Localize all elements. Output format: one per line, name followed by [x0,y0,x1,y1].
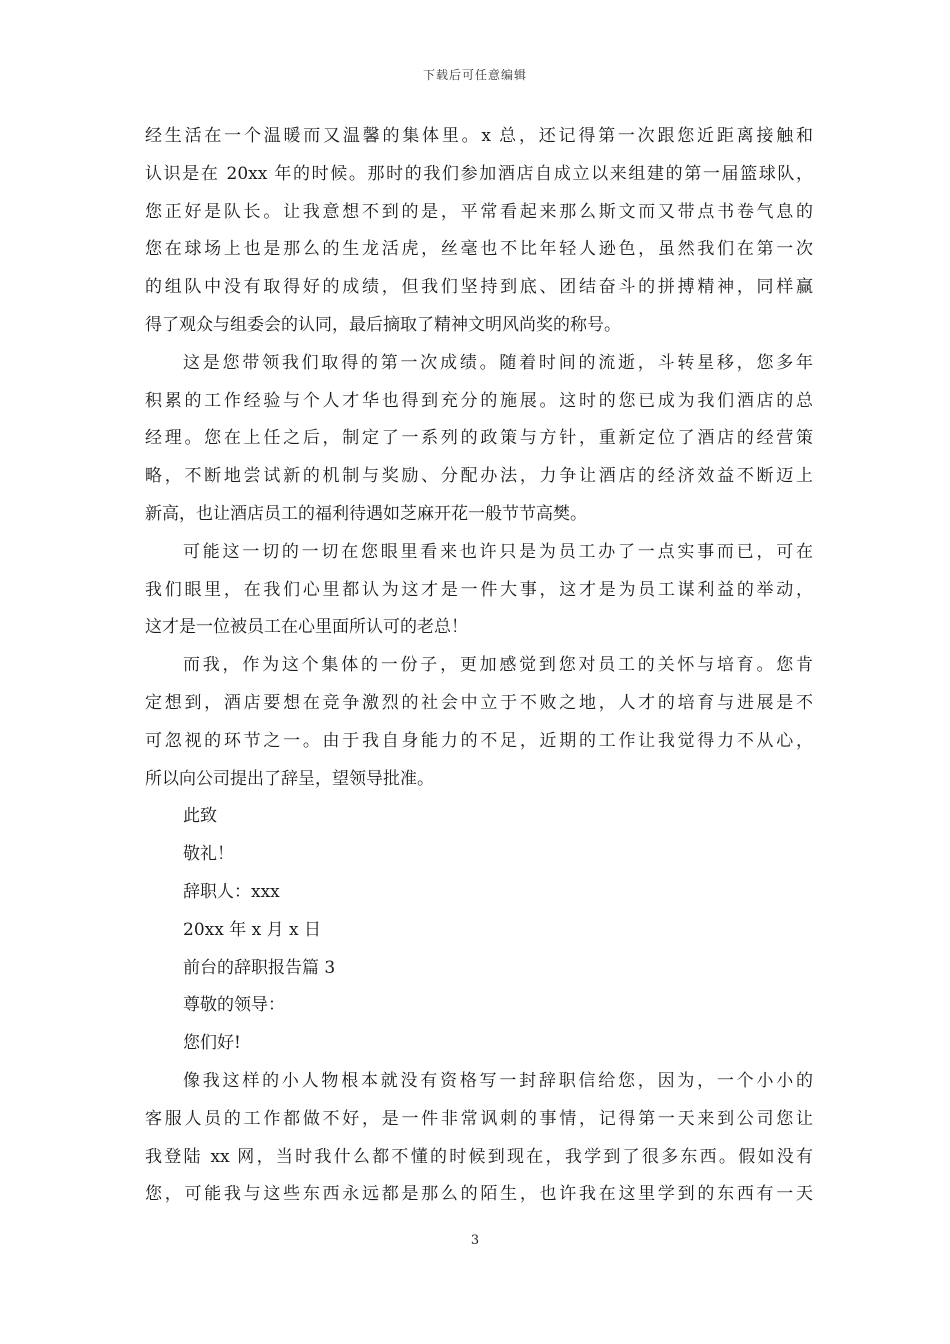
body-line: 我们眼里，在我们心里都认为这才是一件大事，这才是为员工谋利益的举动， [145,579,813,600]
page-header: 下载后可任意编辑 [422,68,527,82]
body-line: 认识是在 20xx 年的时候。那时的我们参加酒店自成立以来组建的第一届篮球队， [145,163,813,184]
greeting-line: 您们好! [183,1033,241,1054]
signature-line: 辞职人：xxx [183,881,280,902]
body-line: 定想到，酒店要想在竞争激烈的社会中立于不败之地，人才的培育与进展是不 [145,692,813,713]
body-line: 我登陆 xx 网，当时我什么都不懂的时候到现在，我学到了很多东西。假如没有 [145,1146,813,1167]
closing-line: 敬礼！ [183,844,234,865]
body-line: 您，可能我与这些东西永远都是那么的陌生，也许我在这里学到的东西有一天 [145,1184,813,1205]
body-line: 积累的工作经验与个人才华也得到充分的施展。这时的您已成为我们酒店的总 [145,390,813,411]
body-line: 客服人员的工作都做不好，是一件非常讽刺的事情，记得第一天来到公司您让 [145,1108,813,1129]
body-line: 的组队中没有取得好的成绩，但我们坚持到底、团结奋斗的拼搏精神，同样赢 [145,277,813,298]
date-line: 20xx 年 x 月 x 日 [183,919,322,940]
paragraph-first-line: 这是您带领我们取得的第一次成绩。随着时间的流逝，斗转星移，您多年 [183,352,813,373]
body-line: 所以向公司提出了辞呈，望领导批准。 [145,768,434,789]
paragraph-first-line: 而我，作为这个集体的一份子，更加感觉到您对员工的关怀与培育。您肯 [183,655,813,676]
document-body [145,118,813,1214]
body-line: 您在球场上也是那么的生龙活虎，丝毫也不比年轻人逊色，虽然我们在第一次 [145,239,813,260]
paragraph-first-line: 像我这样的小人物根本就没有资格写一封辞职信给您，因为，一个小小的 [183,1070,813,1091]
body-line: 您正好是队长。让我意想不到的是，平常看起来那么斯文而又带点书卷气息的 [145,201,813,222]
body-line: 新高，也让酒店员工的福利待遇如芝麻开花一般节节高樊。 [145,503,587,524]
body-line: 经生活在一个温暖而又温馨的集体里。x 总，还记得第一次跟您近距离接触和 [145,126,813,146]
body-line: 得了观众与组委会的认同，最后摘取了精神文明风尚奖的称号。 [145,314,621,335]
paragraph-first-line: 可能这一切的一切在您眼里看来也许只是为员工办了一点实事而已，可在 [183,541,813,562]
section-title: 前台的辞职报告篇 3 [183,957,336,978]
body-line: 这才是一位被员工在心里面所认可的老总！ [145,617,468,638]
salutation-line: 尊敬的领导： [183,995,285,1016]
body-line: 略，不断地尝试新的机制与奖励、分配办法，力争让酒店的经济效益不断迈上 [145,466,813,487]
body-line: 经理。您在上任之后，制定了一系列的政策与方针，重新定位了酒店的经营策 [145,428,813,449]
body-line: 可忽视的环节之一。由于我自身能力的不足，近期的工作让我觉得力不从心， [145,730,813,751]
page-number: 3 [470,1233,480,1248]
closing-line: 此致 [183,806,217,827]
